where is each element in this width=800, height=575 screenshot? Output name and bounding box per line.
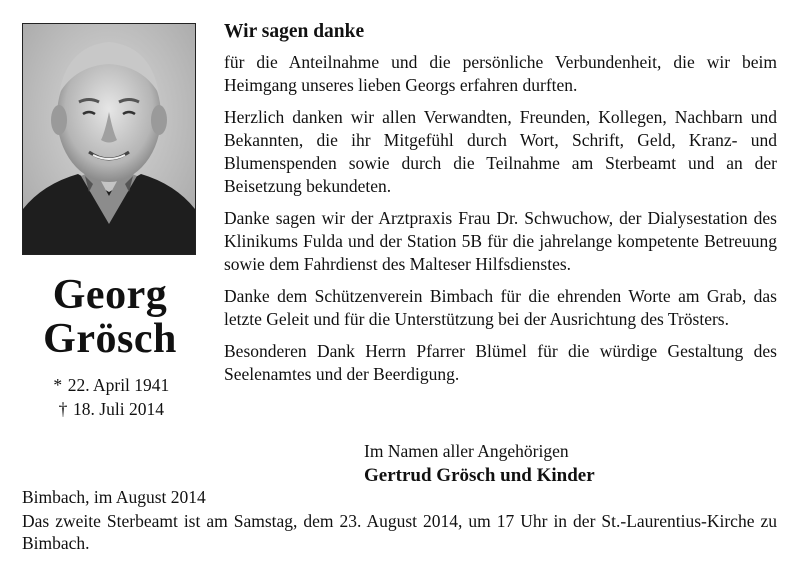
thanks-section [224,19,777,395]
footer-section [22,486,777,554]
deceased-last-name: Grösch [43,316,177,362]
thanks-heading: Wir sagen danke [224,21,365,42]
birth-date: 22. April 1941 [67,375,170,395]
closing-line: Im Namen aller Angehörigen [364,441,569,461]
thanks-paragraph: Herzlich danken wir allen Verwandten, Freunden, Kollegen, Nachbarn und Bekannten, die ihr Mitgefühl durch Wort, Schrift, Geld, Kranz- und Blumenspenden sowie durch die Teilnahme am Sterbeamt und an der Beisetzung bekundeten. [224,107,777,196]
death-date: 18. Juli 2014 [73,399,164,419]
mass-notice: Das zweite Sterbeamt ist am Samstag, dem 23. August 2014, um 17 Uhr in der St.-Laurentius-Kirche zu Bimbach. [22,511,777,553]
thanks-paragraph: Besonderen Dank Herrn Pfarrer Blümel für die würdige Gestaltung des Seelenamtes und der Beerdigung. [224,341,777,384]
death-date-line [22,398,198,420]
family-names: Gertrud Grösch und Kinder [364,465,595,486]
portrait-photo [22,23,196,255]
thanks-paragraph: Danke dem Schützenverein Bimbach für die ehrenden Worte am Grab, das letzte Geleit und für die Unterstützung bei der Ausrichtung des Trösters. [224,286,777,329]
death-cross-icon: † [58,399,68,419]
portrait-icon [23,24,195,254]
birth-star-icon: * [53,375,63,395]
thanks-paragraph: Danke sagen wir der Arztpraxis Frau Dr. Schwuchow, der Dialysestation des Klinikums Fulda und der Station 5B für die jahrelange kompetente Betreuung sowie dem Fahrdienst des Malteser Hilfsdienstes. [224,208,777,274]
thanks-paragraph: für die Anteilnahme und die persönliche Verbundenheit, die wir beim Heimgang unseres lieben Georgs erfahren durften. [224,52,777,95]
closing-signature [364,440,595,489]
birth-date-line [22,374,198,396]
place-date: Bimbach, im August 2014 [22,487,206,507]
deceased-first-name: Georg [52,272,168,318]
